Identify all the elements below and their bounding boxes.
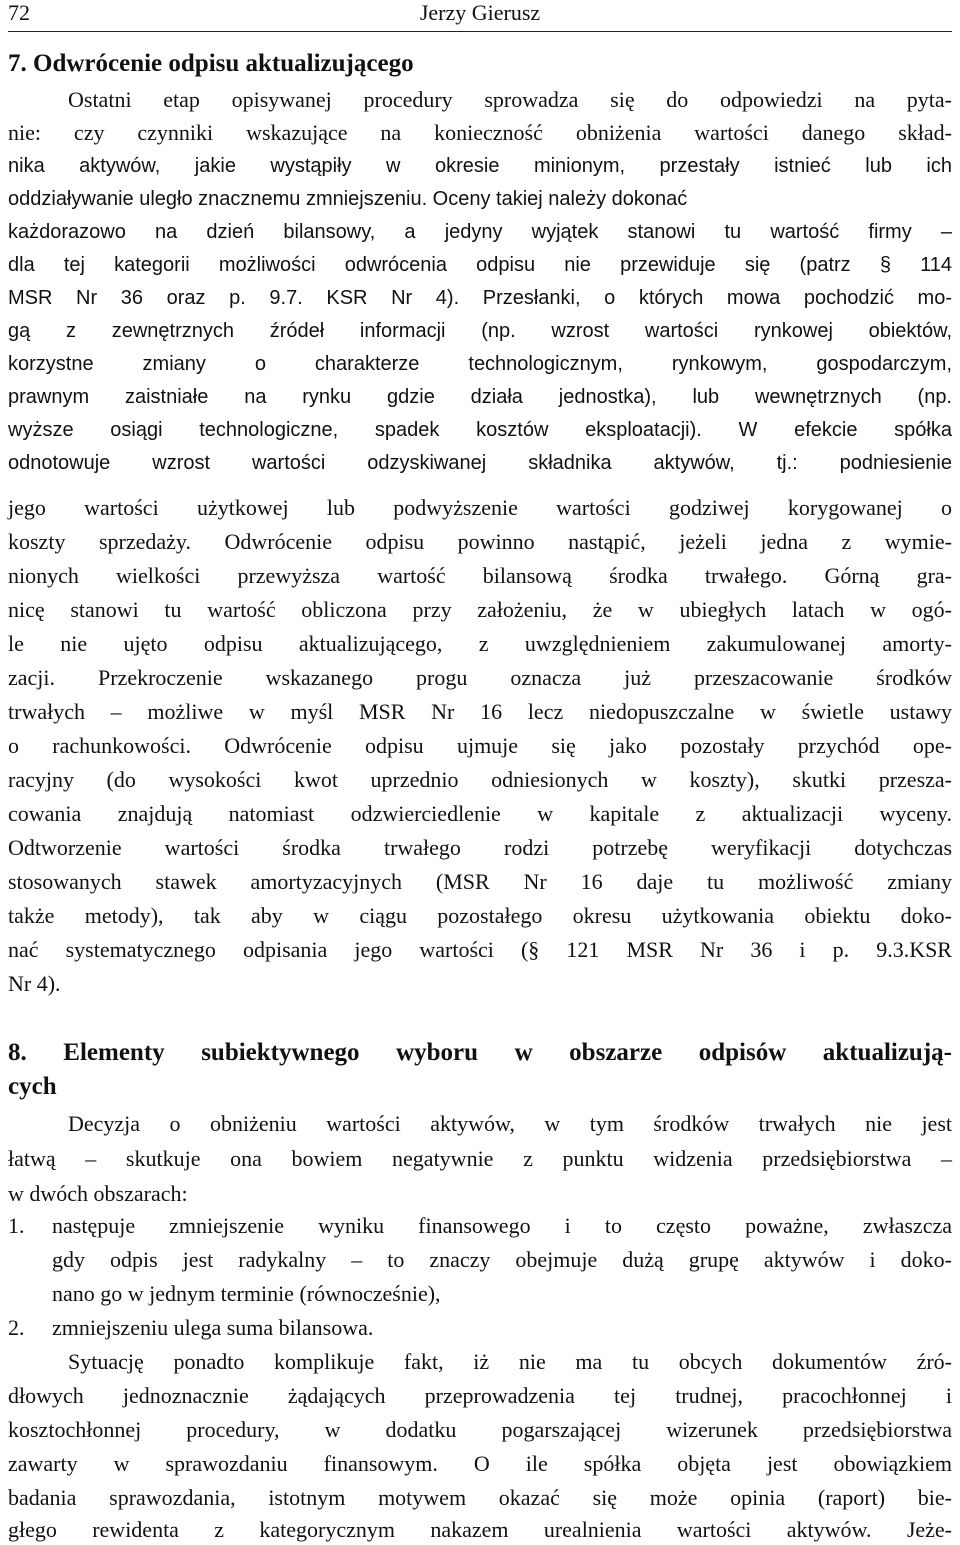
body-line: prawnym zaistniałe na rynku gdzie działa jednostka), lub wewnętrznych (np. <box>8 386 952 408</box>
body-line: badania sprawozdania, istotnym motywem okazać się może opinia (raport) bie- <box>8 1485 952 1510</box>
body-line: każdorazowo na dzień bilansowy, a jedyny wyjątek stanowi tu wartość firmy – <box>8 221 952 243</box>
body-line: wyższe osiągi technologiczne, spadek kosztów eksploatacji). W efekcie spółka <box>8 419 952 441</box>
body-line: także metody), tak aby w ciągu pozostałego okresu użytkowania obiektu doko- <box>8 903 952 928</box>
body-line: w dwóch obszarach: <box>8 1181 188 1206</box>
body-line: Sytuację ponadto komplikuje fakt, iż nie ma tu obcych dokumentów źró- <box>68 1349 952 1374</box>
body-line: Ostatni etap opisywanej procedury sprowadza się do odpowiedzi na pyta- <box>68 87 952 112</box>
body-line: zawarty w sprawozdaniu finansowym. O ile spółka objęta jest obowiązkiem <box>8 1451 952 1476</box>
body-line: głego rewidenta z kategorycznym nakazem urealnienia wartości aktywów. Jeże- <box>8 1517 952 1542</box>
body-line: kosztochłonnej procedury, w dodatku pogarszającej wizerunek przedsiębiorstwa <box>8 1417 952 1442</box>
body-line: MSR Nr 36 oraz p. 9.7. KSR Nr 4). Przesłanki, o których mowa pochodzić mo- <box>8 287 952 309</box>
body-line: odnotowuje wzrost wartości odzyskiwanej składnika aktywów, tj.: podniesienie <box>8 452 952 474</box>
body-line: racyjny (do wysokości kwot uprzednio odniesionych w koszty), skutki przesza- <box>8 767 952 792</box>
body-line: nika aktywów, jakie wystąpiły w okresie minionym, przestały istnieć lub ich <box>8 155 952 177</box>
body-line: nionych wielkości przewyższa wartość bilansową środka trwałego. Górną gra- <box>8 563 952 588</box>
body-line: dla tej kategorii możliwości odwrócenia odpisu nie przewiduje się (patrz § 114 <box>8 254 952 276</box>
body-line: cowania znajdują natomiast odzwierciedlenie w kapitale z aktualizacji wyceny. <box>8 801 952 826</box>
body-line: korzystne zmiany o charakterze technologicznym, rynkowym, gospodarczym, <box>8 353 952 375</box>
body-line: jego wartości użytkowej lub podwyższenie wartości godziwej korygowanej o <box>8 495 952 520</box>
body-line: o rachunkowości. Odwrócenie odpisu ujmuje się jako pozostały przychód ope- <box>8 733 952 758</box>
body-line: oddziaływanie uległo znacznemu zmniejszeniu. Oceny takiej należy dokonać <box>8 188 688 210</box>
section-8-heading: 8. Elementy subiektywnego wyboru w obszarze odpisów aktualizują- <box>8 1039 952 1066</box>
list-line: gdy odpis jest radykalny – to znaczy obejmuje dużą grupę aktywów i doko- <box>52 1247 952 1272</box>
body-line: nać systematycznego odpisania jego wartości (§ 121 MSR Nr 36 i p. 9.3.KSR <box>8 937 952 962</box>
list-line: następuje zmniejszenie wyniku finansowego i to często poważne, zwłaszcza <box>52 1213 952 1238</box>
body-line: le nie ujęto odpisu aktualizującego, z uwzględnieniem zakumulowanej amorty- <box>8 631 952 656</box>
page-number: 72 <box>8 0 30 25</box>
section-7-heading: 7. Odwrócenie odpisu aktualizującego <box>8 50 414 77</box>
running-head-author: Jerzy Gierusz <box>419 0 541 25</box>
body-line: łatwą – skutkuje ona bowiem negatywnie z punktu widzenia przedsiębiorstwa – <box>8 1146 952 1171</box>
body-line: stosowanych stawek amortyzacyjnych (MSR Nr 16 daje tu możliwość zmiany <box>8 869 952 894</box>
body-line: zacji. Przekroczenie wskazanego progu oznacza już przeszacowanie środków <box>8 665 952 690</box>
body-line: gą z zewnętrznych źródeł informacji (np. wzrost wartości rynkowej obiektów, <box>8 320 952 342</box>
list-line: nano go w jednym terminie (równocześnie), <box>52 1281 441 1306</box>
body-line: koszty sprzedaży. Odwrócenie odpisu powinno nastąpić, jeżeli jedna z wymie- <box>8 529 952 554</box>
body-line: Odtworzenie wartości środka trwałego rodzi potrzebę weryfikacji dotychczas <box>8 835 952 860</box>
body-line: trwałych – możliwe w myśl MSR Nr 16 lecz niedopuszczalne w świetle ustawy <box>8 699 952 724</box>
body-line: nicę stanowi tu wartość obliczona przy założeniu, że w ubiegłych latach w ogó- <box>8 597 952 622</box>
list-line: zmniejszeniu ulega suma bilansowa. <box>52 1315 374 1340</box>
page-header <box>8 0 952 32</box>
body-line: nie: czy czynniki wskazujące na konieczność obniżenia wartości danego skład- <box>8 120 952 145</box>
section-8-heading-cont: cych <box>8 1073 57 1100</box>
body-line: Nr 4). <box>8 971 61 996</box>
list-number: 2. <box>8 1315 25 1340</box>
body-line: Decyzja o obniżeniu wartości aktywów, w tym środków trwałych nie jest <box>68 1111 952 1136</box>
list-number: 1. <box>8 1213 25 1238</box>
body-line: dłowych jednoznacznie żądających przeprowadzenia tej trudnej, pracochłonnej i <box>8 1383 952 1408</box>
